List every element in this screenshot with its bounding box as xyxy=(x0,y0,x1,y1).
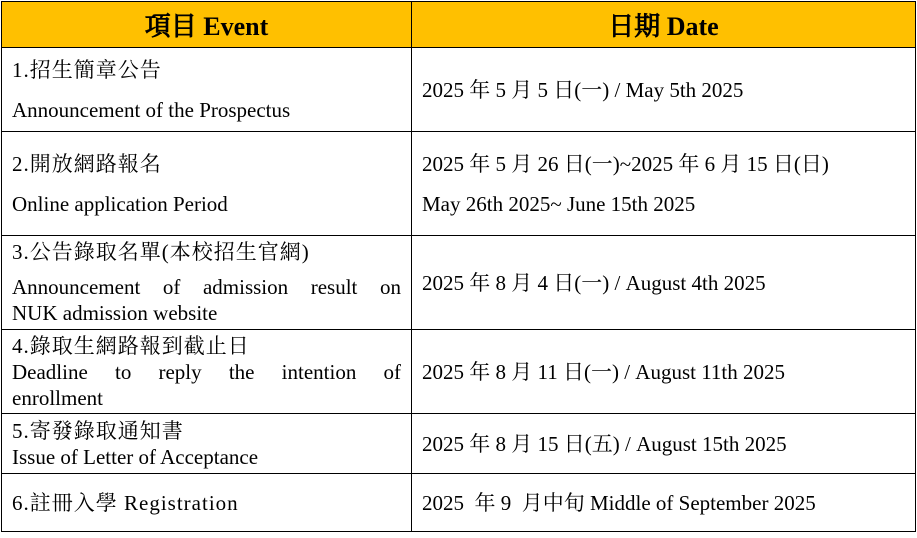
event-cell xyxy=(2,474,412,532)
table-row xyxy=(2,474,916,532)
event-en-line: NUK admission website xyxy=(12,301,218,325)
schedule-table xyxy=(1,1,916,532)
event-zh: 4.錄取生網路報到截止日 xyxy=(12,333,250,358)
date-text: 2025 年 8 月 11 日(一) / August 11th 2025 xyxy=(422,359,786,384)
date-text: 2025 年 9 月中旬 Middle of September 2025 xyxy=(422,490,816,515)
date-cell xyxy=(412,236,916,330)
event-cell xyxy=(2,236,412,330)
date-cell xyxy=(412,474,916,532)
event-cell xyxy=(2,414,412,474)
table-row xyxy=(2,414,916,474)
event-cell xyxy=(2,330,412,414)
event-cell xyxy=(2,48,412,132)
table-row xyxy=(2,132,916,236)
event-en-line: Deadline to reply the intention of xyxy=(12,359,401,384)
event-zh: 3.公告錄取名單(本校招生官網) xyxy=(12,240,310,264)
event-en: Issue of Letter of Acceptance xyxy=(12,444,259,469)
event-zh: 6.註冊入學 Registration xyxy=(12,490,239,515)
date-cell xyxy=(412,414,916,474)
date-text-en: May 26th 2025~ June 15th 2025 xyxy=(422,191,696,216)
date-text: 2025 年 5 月 5 日(一) / May 5th 2025 xyxy=(422,77,744,102)
event-zh: 2.開放網路報名 xyxy=(12,151,162,176)
event-zh: 5.寄發錄取通知書 xyxy=(12,418,184,443)
date-cell xyxy=(412,132,916,236)
table-row xyxy=(2,236,916,330)
header-event: 項目 Event xyxy=(2,2,412,48)
table-row xyxy=(2,48,916,132)
event-en-line: Announcement of admission result on xyxy=(12,275,401,299)
table-row xyxy=(2,330,916,414)
header-date: 日期 Date xyxy=(412,2,916,48)
date-text: 2025 年 8 月 15 日(五) / August 15th 2025 xyxy=(422,431,787,456)
event-zh: 1.招生簡章公告 xyxy=(12,57,162,82)
header-row xyxy=(2,2,916,48)
event-en: Announcement of the Prospectus xyxy=(12,97,291,122)
event-cell xyxy=(2,132,412,236)
date-cell xyxy=(412,48,916,132)
date-cell xyxy=(412,330,916,414)
event-en: Online application Period xyxy=(12,191,228,216)
date-text: 2025 年 8 月 4 日(一) / August 4th 2025 xyxy=(422,270,766,295)
event-en-line: enrollment xyxy=(12,385,103,410)
date-text: 2025 年 5 月 26 日(一)~2025 年 6 月 15 日(日) xyxy=(422,151,829,176)
